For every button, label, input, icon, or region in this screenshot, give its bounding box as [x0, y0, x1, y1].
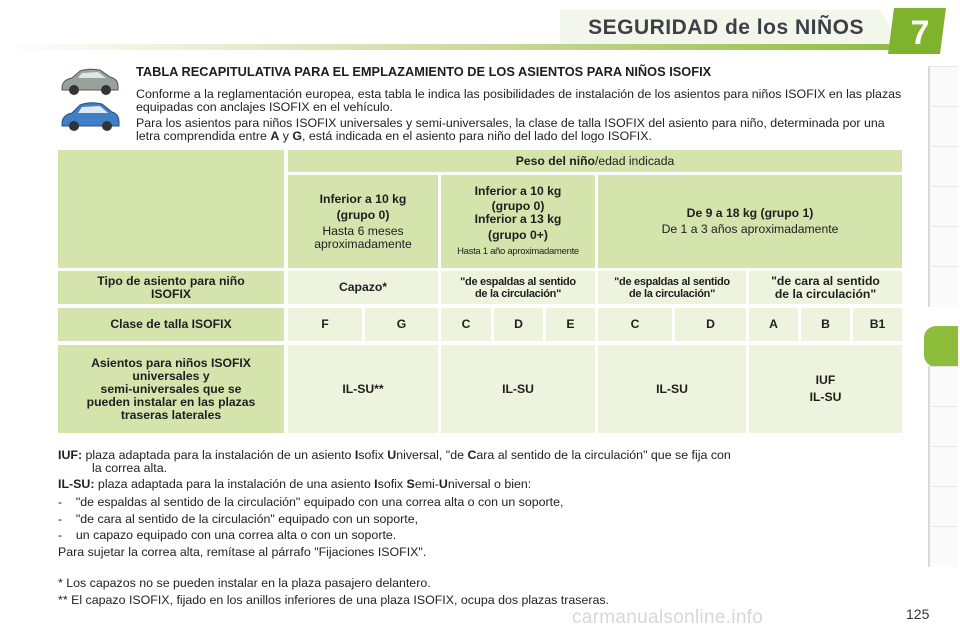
weight-header: Peso del niño /edad indicada	[288, 150, 902, 172]
chapter-tab[interactable]	[928, 366, 958, 407]
table-corner	[58, 150, 284, 268]
seat-type-carrycot: Capazo*	[288, 271, 438, 304]
size-class-cell: D	[494, 308, 543, 341]
seat-type-forward-facing: "de cara al sentido de la circulación"	[749, 271, 902, 304]
page-header	[0, 0, 960, 56]
chapter-tab[interactable]	[928, 406, 958, 447]
seat-compat-cell: IL-SU	[598, 345, 746, 433]
seat-type-header: Tipo de asiento para niño ISOFIX	[58, 271, 284, 304]
seat-compat-cell: IL-SU**	[288, 345, 438, 433]
chapter-tab[interactable]	[928, 106, 958, 147]
footnote-2: ** El capazo ISOFIX, fijado en los anillos inferiores de una plaza ISOFIX, ocupa dos plazas traseras.	[58, 593, 609, 607]
chapter-tab[interactable]	[928, 66, 958, 107]
chapter-number: 7	[910, 13, 930, 52]
size-class-cell: C	[598, 308, 672, 341]
isofix-seats-header: Asientos para niños ISOFIX universales y semi-universales que se pueden instalar en las plazas traseras laterales	[58, 345, 284, 433]
intro-paragraph-1: Conforme a la reglamentación europea, esta tabla le indica las posibilidades de instalación de los asientos para niños ISOFIX en las plazas equipadas con anclajes ISOFIX en el vehículo.	[136, 87, 902, 114]
chapter-tab[interactable]	[928, 226, 958, 267]
chapter-tab[interactable]	[928, 486, 958, 527]
chapter-tab[interactable]	[928, 266, 958, 307]
note-ilsu: IL-SU: plaza adaptada para la instalación de una asiento Isofix Semi-Universal o bien:	[58, 477, 532, 491]
note-fixings: Para sujetar la correa alta, remítase al párrafo "Fijaciones ISOFIX".	[58, 545, 427, 559]
size-class-header: Clase de talla ISOFIX	[58, 308, 284, 341]
seat-type-rear-facing: "de espaldas al sentido de la circulación"	[441, 271, 595, 304]
size-class-cell: A	[749, 308, 798, 341]
note-iuf: IUF: plaza adaptada para la instalación de un asiento Isofix Universal, "de Cara al sentido de la circulación" que se fija con	[58, 448, 731, 462]
chapter-tab[interactable]	[928, 526, 958, 567]
page-number: 125	[906, 606, 930, 622]
note-bullet: - un capazo equipado con una correa alta o con un soporte.	[58, 528, 397, 542]
watermark: carmanualsonline.info	[572, 607, 764, 628]
note-bullet: - "de espaldas al sentido de la circulación" equipado con una correa alta o con un soporte,	[58, 495, 564, 509]
seat-compat-cell: IUF IL-SU	[749, 345, 902, 433]
section-title: TABLA RECAPITULATIVA PARA EL EMPLAZAMIENTO DE LOS ASIENTOS PARA NIÑOS ISOFIX	[136, 64, 712, 79]
group-0-header: Inferior a 10 kg (grupo 0) Hasta 6 meses aproximadamente	[288, 175, 438, 268]
group-0plus-header: Inferior a 10 kg (grupo 0) Inferior a 13 kg (grupo 0+) Hasta 1 año aproximadamente	[441, 175, 595, 268]
car-grey-icon	[58, 66, 122, 98]
size-class-cell: E	[546, 308, 595, 341]
seat-compat-cell: IL-SU	[441, 345, 595, 433]
size-class-cell: B1	[853, 308, 902, 341]
size-class-cell: D	[675, 308, 746, 341]
size-class-cell: C	[441, 308, 491, 341]
chapter-tabs	[928, 66, 960, 582]
size-class-cell: G	[365, 308, 438, 341]
chapter-tab[interactable]	[928, 146, 958, 187]
size-class-cell: F	[288, 308, 362, 341]
footnote-1: * Los capazos no se pueden instalar en la plaza pasajero delantero.	[58, 576, 431, 590]
note-bullet: - "de cara al sentido de la circulación" equipado con un soporte,	[58, 512, 419, 526]
seat-type-rear-facing: "de espaldas al sentido de la circulación"	[598, 271, 746, 304]
chapter-title: SEGURIDAD de los NIÑOS	[588, 16, 864, 39]
car-blue-icon	[58, 100, 122, 134]
note-iuf-cont: la correa alta.	[92, 461, 168, 475]
group-1-header: De 9 a 18 kg (grupo 1) De 1 a 3 años aproximadamente	[598, 175, 902, 268]
chapter-tab[interactable]	[928, 186, 958, 227]
chapter-tab-active[interactable]	[924, 326, 958, 367]
size-class-cell: B	[801, 308, 850, 341]
intro-paragraph-2: Para los asientos para niños ISOFIX universales y semi-universales, la clase de talla ISOFIX del asiento para niño, determinada por una letra comprendida entre A y G, está indicada en el asiento para niño del lado del logo ISOFIX.	[136, 116, 885, 143]
